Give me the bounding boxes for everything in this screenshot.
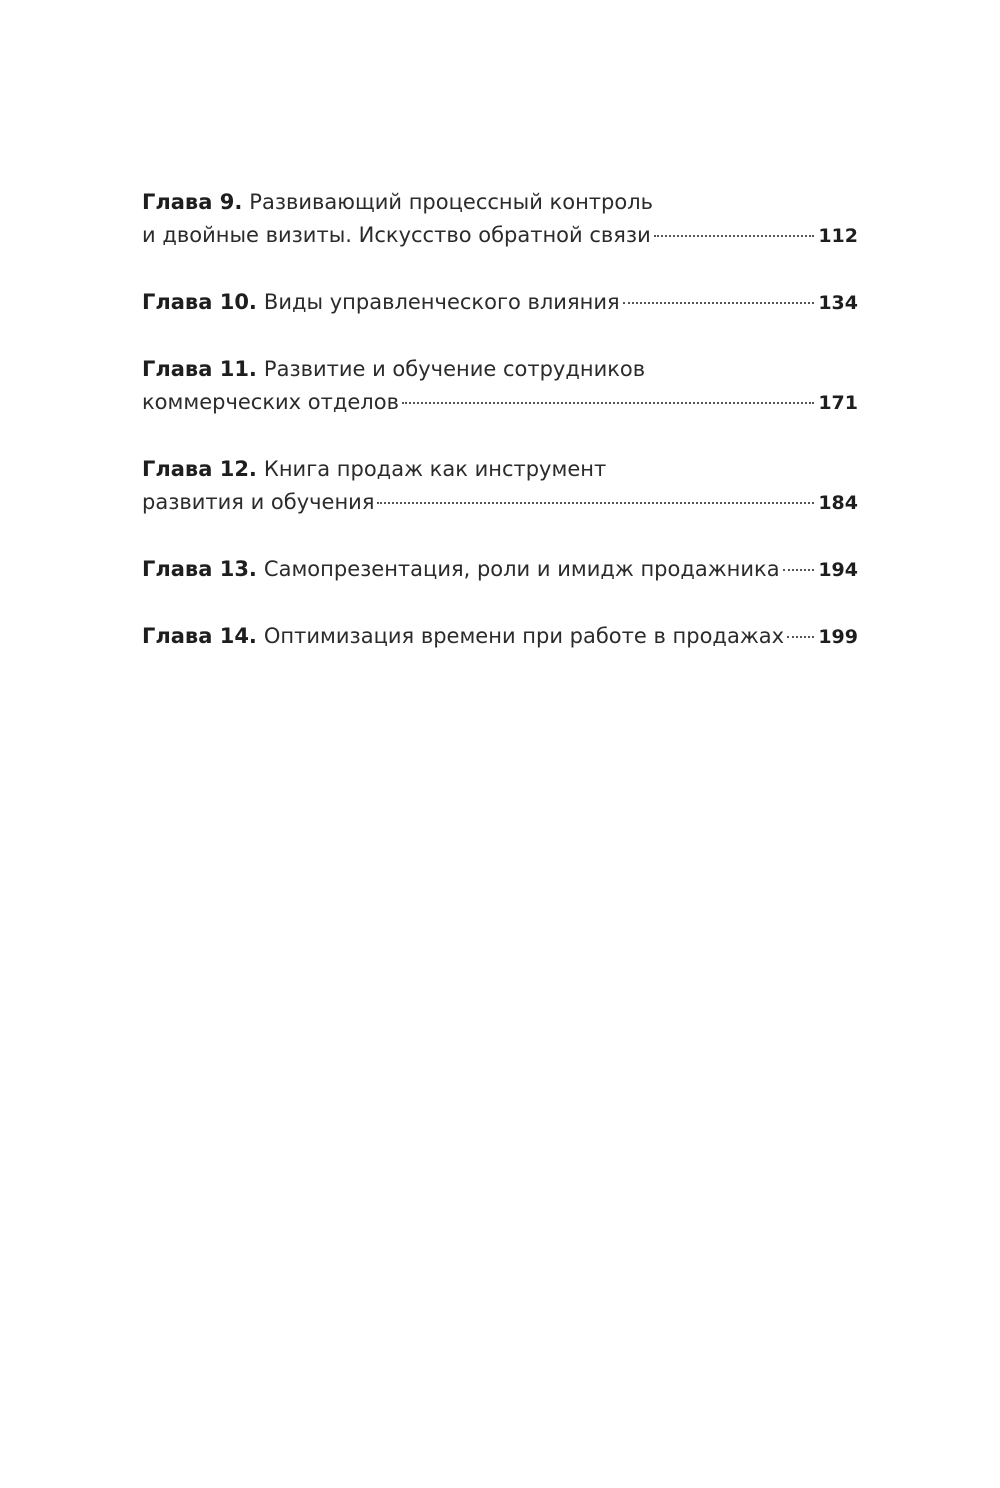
- page-number: 194: [818, 559, 858, 581]
- page-number: 171: [818, 392, 858, 414]
- toc-line: [142, 553, 858, 586]
- chapter-title: Книга продаж как инструмент: [263, 457, 607, 481]
- chapter-title: Виды управленческого влияния: [263, 290, 620, 314]
- toc-line: [142, 486, 858, 519]
- page-number: 199: [818, 626, 858, 648]
- chapter-label: Глава 14.: [142, 624, 257, 648]
- dot-leader: [783, 569, 815, 571]
- page-number: 134: [818, 292, 858, 314]
- dot-leader: [402, 402, 814, 404]
- chapter-title: Развивающий процессный контроль: [249, 190, 654, 214]
- toc-entry-chapter-10[interactable]: [142, 286, 858, 319]
- page-number: 112: [818, 225, 858, 247]
- toc-entry-chapter-13[interactable]: [142, 553, 858, 586]
- toc-line: [142, 453, 858, 486]
- toc-line: [142, 353, 858, 386]
- toc-entry-chapter-12[interactable]: [142, 453, 858, 519]
- chapter-label: Глава 9.: [142, 190, 243, 214]
- chapter-title-continued: развития и обучения: [142, 490, 375, 514]
- page-number: 184: [818, 492, 858, 514]
- chapter-title-continued: и двойные визиты. Искусство обратной связи: [142, 223, 651, 247]
- dot-leader: [623, 302, 815, 304]
- chapter-label: Глава 13.: [142, 557, 257, 581]
- chapter-label: Глава 10.: [142, 290, 257, 314]
- dot-leader: [377, 502, 814, 504]
- toc-line: [142, 219, 858, 252]
- toc-entry-chapter-9[interactable]: [142, 186, 858, 252]
- dot-leader: [654, 235, 815, 237]
- toc-entry-chapter-14[interactable]: [142, 620, 858, 653]
- chapter-title: Оптимизация времени при работе в продажах: [263, 624, 785, 648]
- chapter-title: Развитие и обучение сотрудников: [263, 357, 646, 381]
- toc-line: [142, 286, 858, 319]
- table-of-contents: [142, 186, 858, 687]
- toc-line: [142, 620, 858, 653]
- toc-entry-chapter-11[interactable]: [142, 353, 858, 419]
- chapter-title: Самопрезентация, роли и имидж продажника: [263, 557, 780, 581]
- toc-line: [142, 386, 858, 419]
- toc-line: [142, 186, 858, 219]
- chapter-label: Глава 12.: [142, 457, 257, 481]
- chapter-title-continued: коммерческих отделов: [142, 390, 399, 414]
- chapter-label: Глава 11.: [142, 357, 257, 381]
- dot-leader: [787, 636, 814, 638]
